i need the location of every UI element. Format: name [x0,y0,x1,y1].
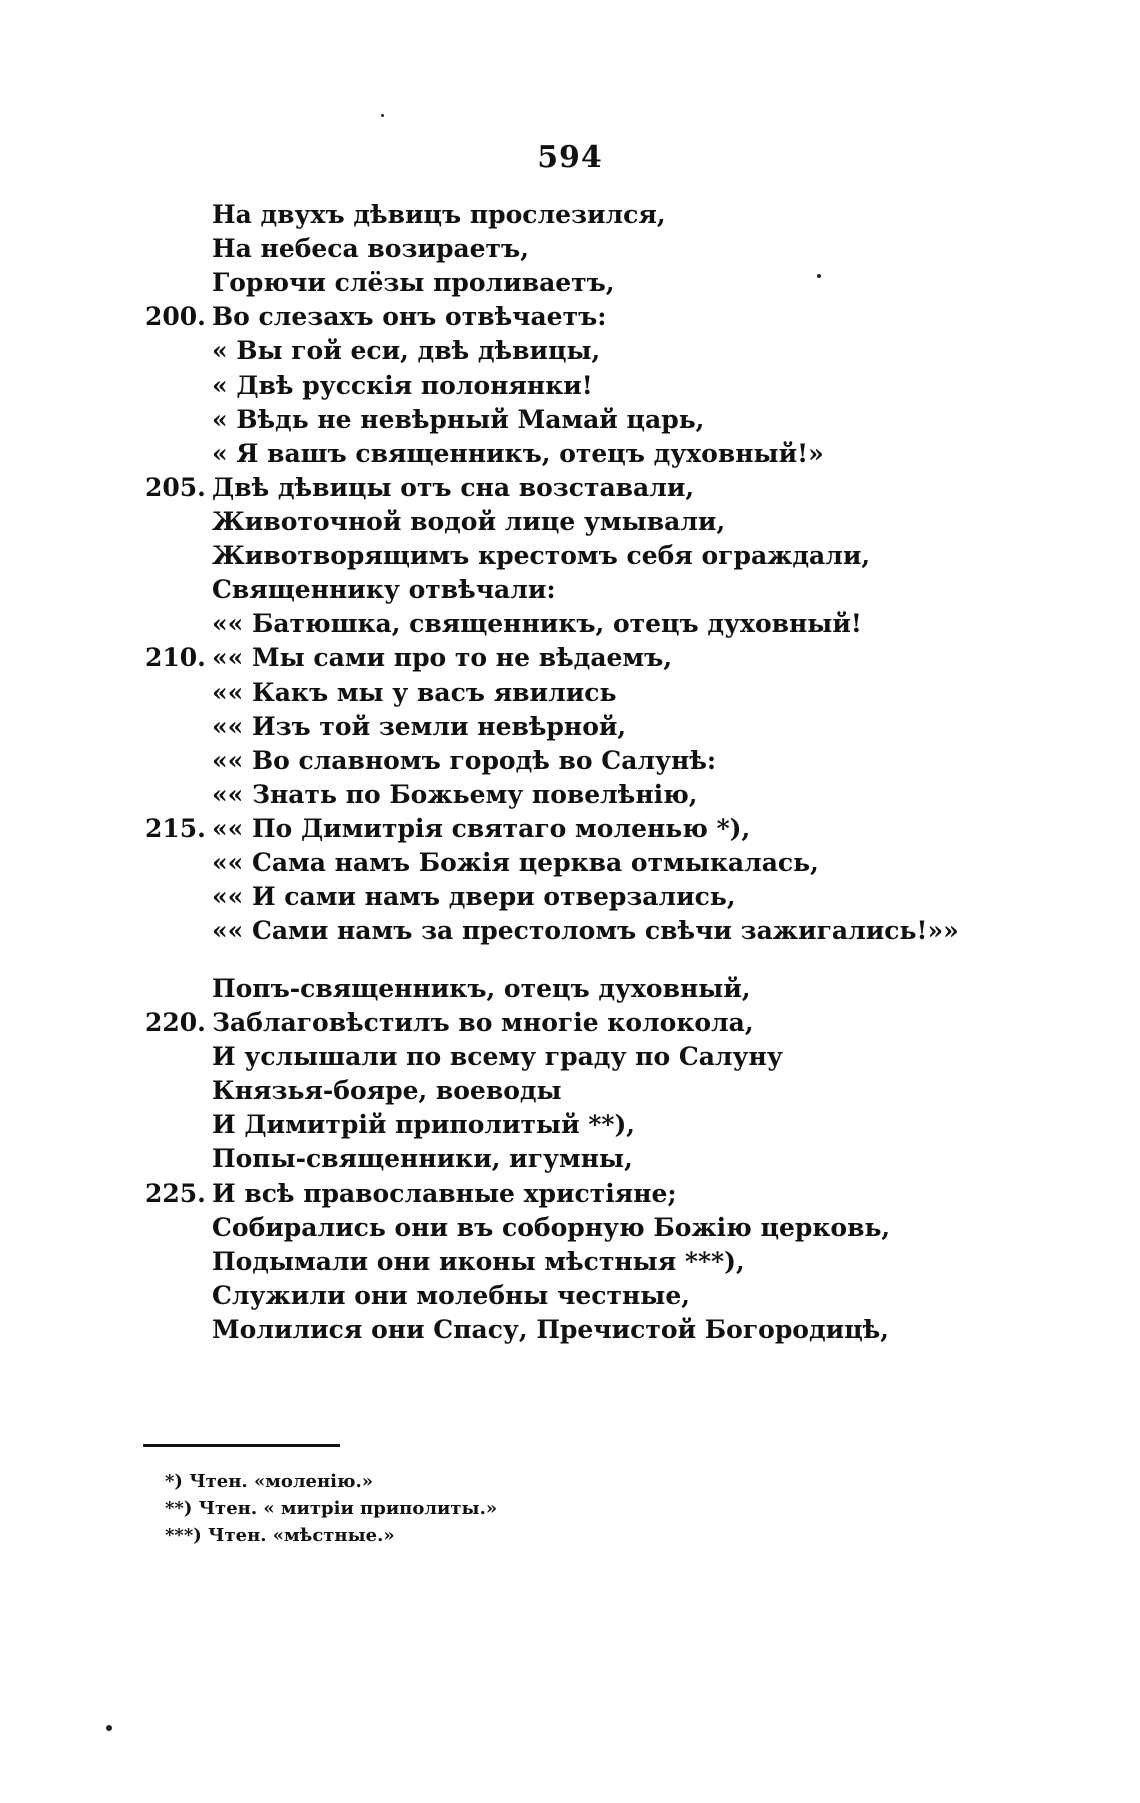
footnote: **) Чтен. « митріи приполиты.» [165,1498,498,1519]
verse-line [0,1211,1140,1245]
verse-line [0,573,1140,607]
verse-text: «« Какъ мы у васъ явились [212,678,617,707]
verse-text: Попъ-священникъ, отецъ духовный, [212,974,751,1003]
margin-speck [106,1725,112,1731]
verse-text: Горючи слёзы проливаетъ, [212,268,615,297]
verse-text: Животочной водой лице умывали, [212,507,726,536]
verse-line [0,334,1140,368]
verse-line [0,710,1140,744]
verse-line [0,539,1140,573]
verse-line [0,232,1140,266]
verse-line [0,1006,1140,1040]
verse-line [0,300,1140,334]
margin-speck [817,274,821,278]
verse-text: И услышали по всему граду по Салуну [212,1042,783,1071]
line-number: 205. [145,473,206,502]
verse-line [0,972,1140,1006]
verse-line [0,198,1140,232]
verse-line [0,471,1140,505]
verse-text: «« Знать по Божьему повелѣнію, [212,780,698,809]
page-number: 594 [537,140,603,175]
verse-text: Животворящимъ крестомъ себя ограждали, [212,541,871,570]
verse-line [0,1074,1140,1108]
verse-text: Подымали они иконы мѣстныя ***), [212,1247,745,1276]
verse-line [0,1245,1140,1279]
verse-text: Попы-священники, игумны, [212,1144,633,1173]
verse-line [0,744,1140,778]
margin-speck [381,114,384,117]
verse-line [0,778,1140,812]
verse-text: «« Сами намъ за престоломъ свѣчи зажигались!»» [212,916,959,945]
verse-text: «« Мы сами про то не вѣдаемъ, [212,643,673,672]
verse-line [0,880,1140,914]
line-number: 215. [145,814,206,843]
verse-text: « Двѣ русскія полонянки! [212,371,593,400]
footnote: *) Чтен. «моленію.» [165,1471,373,1492]
verse-text: И Димитрій приполитый **), [212,1110,636,1139]
verse-line [0,437,1140,471]
verse-line [0,607,1140,641]
verse-text: Князья-бояре, воеводы [212,1076,562,1105]
verse-text: «« По Димитрія святаго моленью *), [212,814,751,843]
verse-line [0,914,1140,948]
verse-line [0,641,1140,675]
verse-line [0,369,1140,403]
line-number: 200. [145,302,206,331]
verse-line [0,1177,1140,1211]
verse-text: Молилися они Спасу, Пречистой Богородицѣ, [212,1315,889,1344]
verse-line [0,846,1140,880]
line-number: 210. [145,643,206,672]
verse-line [0,505,1140,539]
verse-text: Собирались они въ соборную Божію церковь, [212,1213,891,1242]
verse-line [0,1142,1140,1176]
verse-line [0,403,1140,437]
footnote-divider [143,1444,340,1447]
verse-line [0,1313,1140,1347]
verse-text: «« И сами намъ двери отверзались, [212,882,736,911]
footnote: ***) Чтен. «мѣстные.» [165,1525,395,1546]
verse-text: И всѣ православные христіяне; [212,1179,677,1208]
verse-line [0,266,1140,300]
line-number: 225. [145,1179,206,1208]
verse-text: Двѣ дѣвицы отъ сна возставали, [212,473,695,502]
verse-text: « Вѣдь не невѣрный Мамай царь, [212,405,705,434]
verse-text: « Я вашъ священникъ, отецъ духовный!» [212,439,824,468]
verse-text: На двухъ дѣвицъ прослезился, [212,200,666,229]
verse-line [0,812,1140,846]
verse-text: Служили они молебны честные, [212,1281,690,1310]
verse-text: Заблаговѣстилъ во многіе колокола, [212,1008,754,1037]
line-number: 220. [145,1008,206,1037]
verse-text: «« Изъ той земли невѣрной, [212,712,627,741]
verse-text: Священнику отвѣчали: [212,575,556,604]
verse-text: « Вы гой еси, двѣ дѣвицы, [212,336,601,365]
verse-line [0,676,1140,710]
verse-line [0,1108,1140,1142]
verse-text: «« Сама намъ Божія церква отмыкалась, [212,848,819,877]
verse-text: Во слезахъ онъ отвѣчаетъ: [212,302,607,331]
verse-text: «« Батюшка, священникъ, отецъ духовный! [212,609,862,638]
verse-text: «« Во славномъ городѣ во Салунѣ: [212,746,717,775]
verse-line [0,1279,1140,1313]
verse-text: На небеса возираетъ, [212,234,529,263]
verse-line [0,1040,1140,1074]
